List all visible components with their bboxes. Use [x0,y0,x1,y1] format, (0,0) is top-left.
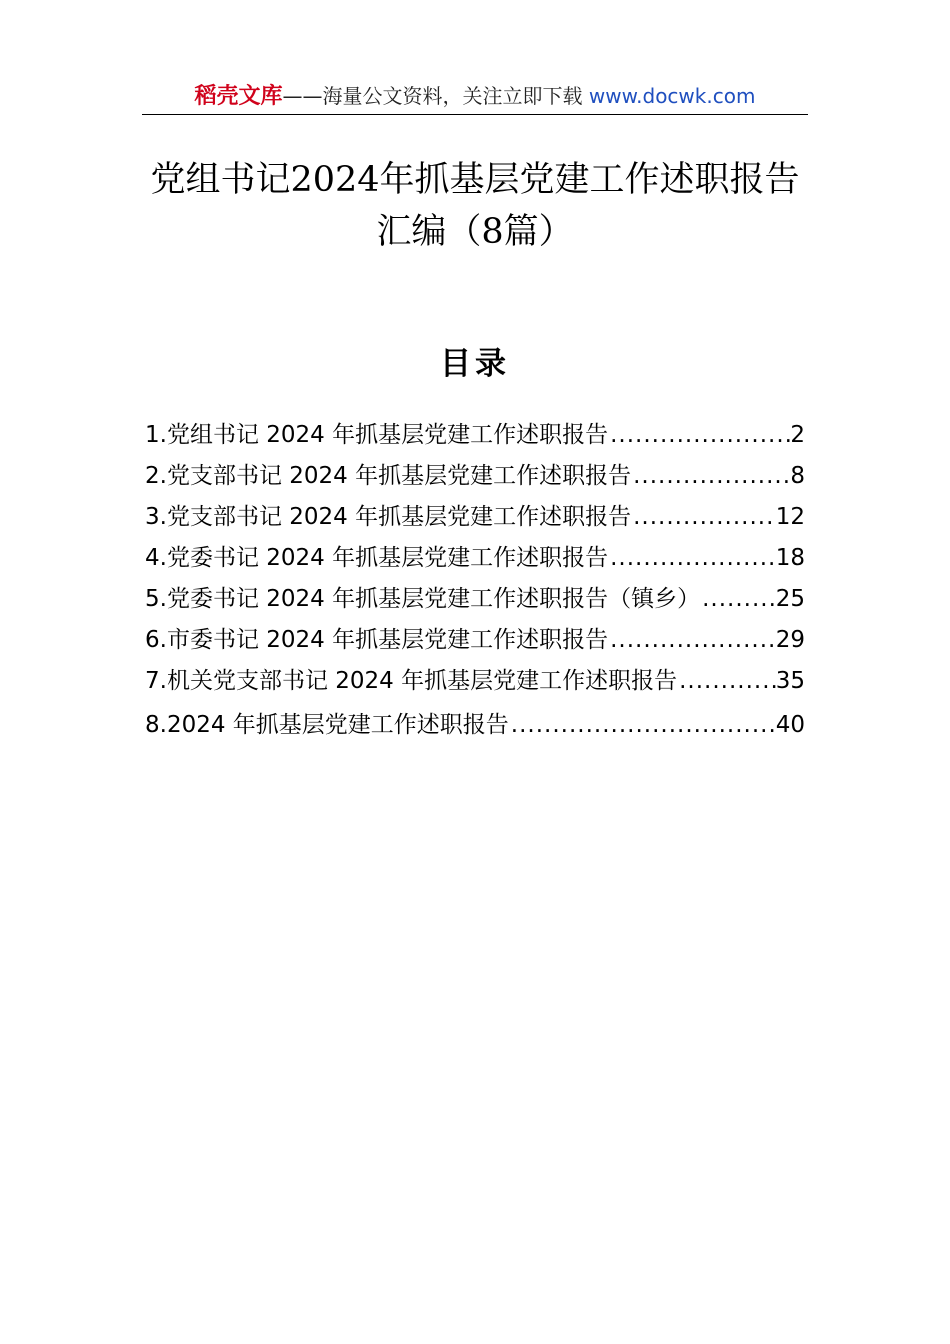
toc-entry[interactable] [145,661,805,702]
toc-entry-title: 3.党支部书记 2024 年抓基层党建工作述职报告 [145,504,632,530]
toc-entry-title: 4.党委书记 2024 年抓基层党建工作述职报告 [145,545,609,571]
toc-entry[interactable] [145,538,805,579]
toc-entry[interactable] [145,415,805,456]
toc-entry[interactable] [145,456,805,497]
toc-entry-page: 18 [775,545,805,571]
document-title-line-2: 汇编（8篇） [376,212,574,252]
toc-entry-page: 35 [775,668,805,694]
toc-entry-page: 40 [775,712,805,738]
toc-entry-title: 1.党组书记 2024 年抓基层党建工作述职报告 [145,422,609,448]
toc-dot-leader [608,538,776,579]
toc-entry-page: 2 [790,422,805,448]
toc-dot-leader [608,620,776,661]
toc-entry-page: 29 [775,627,805,653]
document-title [100,154,850,258]
toc-entry-title: 7.机关党支部书记 2024 年抓基层党建工作述职报告 [145,668,678,694]
header-url-link[interactable]: www.docwk.com [588,84,756,108]
toc-entry[interactable] [145,579,805,620]
toc-entry-page: 8 [790,463,805,489]
header-divider [142,114,808,115]
toc-entry[interactable] [145,705,805,746]
document-title-line-1: 党组书记2024年抓基层党建工作述职报告 [150,160,800,200]
toc-entry-title: 2.党支部书记 2024 年抓基层党建工作述职报告 [145,463,632,489]
toc-entry[interactable] [145,497,805,538]
toc-entry-page: 12 [775,504,805,530]
toc-entry-title: 5.党委书记 2024 年抓基层党建工作述职报告（镇乡） [145,586,701,612]
brand-logo-text: 稻壳文库 [194,84,283,109]
toc-entry[interactable] [145,620,805,661]
toc-dot-leader [677,661,776,702]
page-header [142,82,808,111]
toc-dot-leader [631,497,776,538]
toc-heading: 目录 [440,346,510,382]
toc-entry-title: 6.市委书记 2024 年抓基层党建工作述职报告 [145,627,609,653]
toc-dot-leader [700,579,776,620]
table-of-contents [145,415,805,746]
header-slogan: ——海量公文资料，关注立即下载 [282,84,583,108]
toc-dot-leader [608,415,790,456]
toc-dot-leader [509,705,776,746]
toc-entry-page: 25 [775,586,805,612]
toc-dot-leader [631,456,790,497]
toc-entry-title: 8.2024 年抓基层党建工作述职报告 [145,712,509,738]
